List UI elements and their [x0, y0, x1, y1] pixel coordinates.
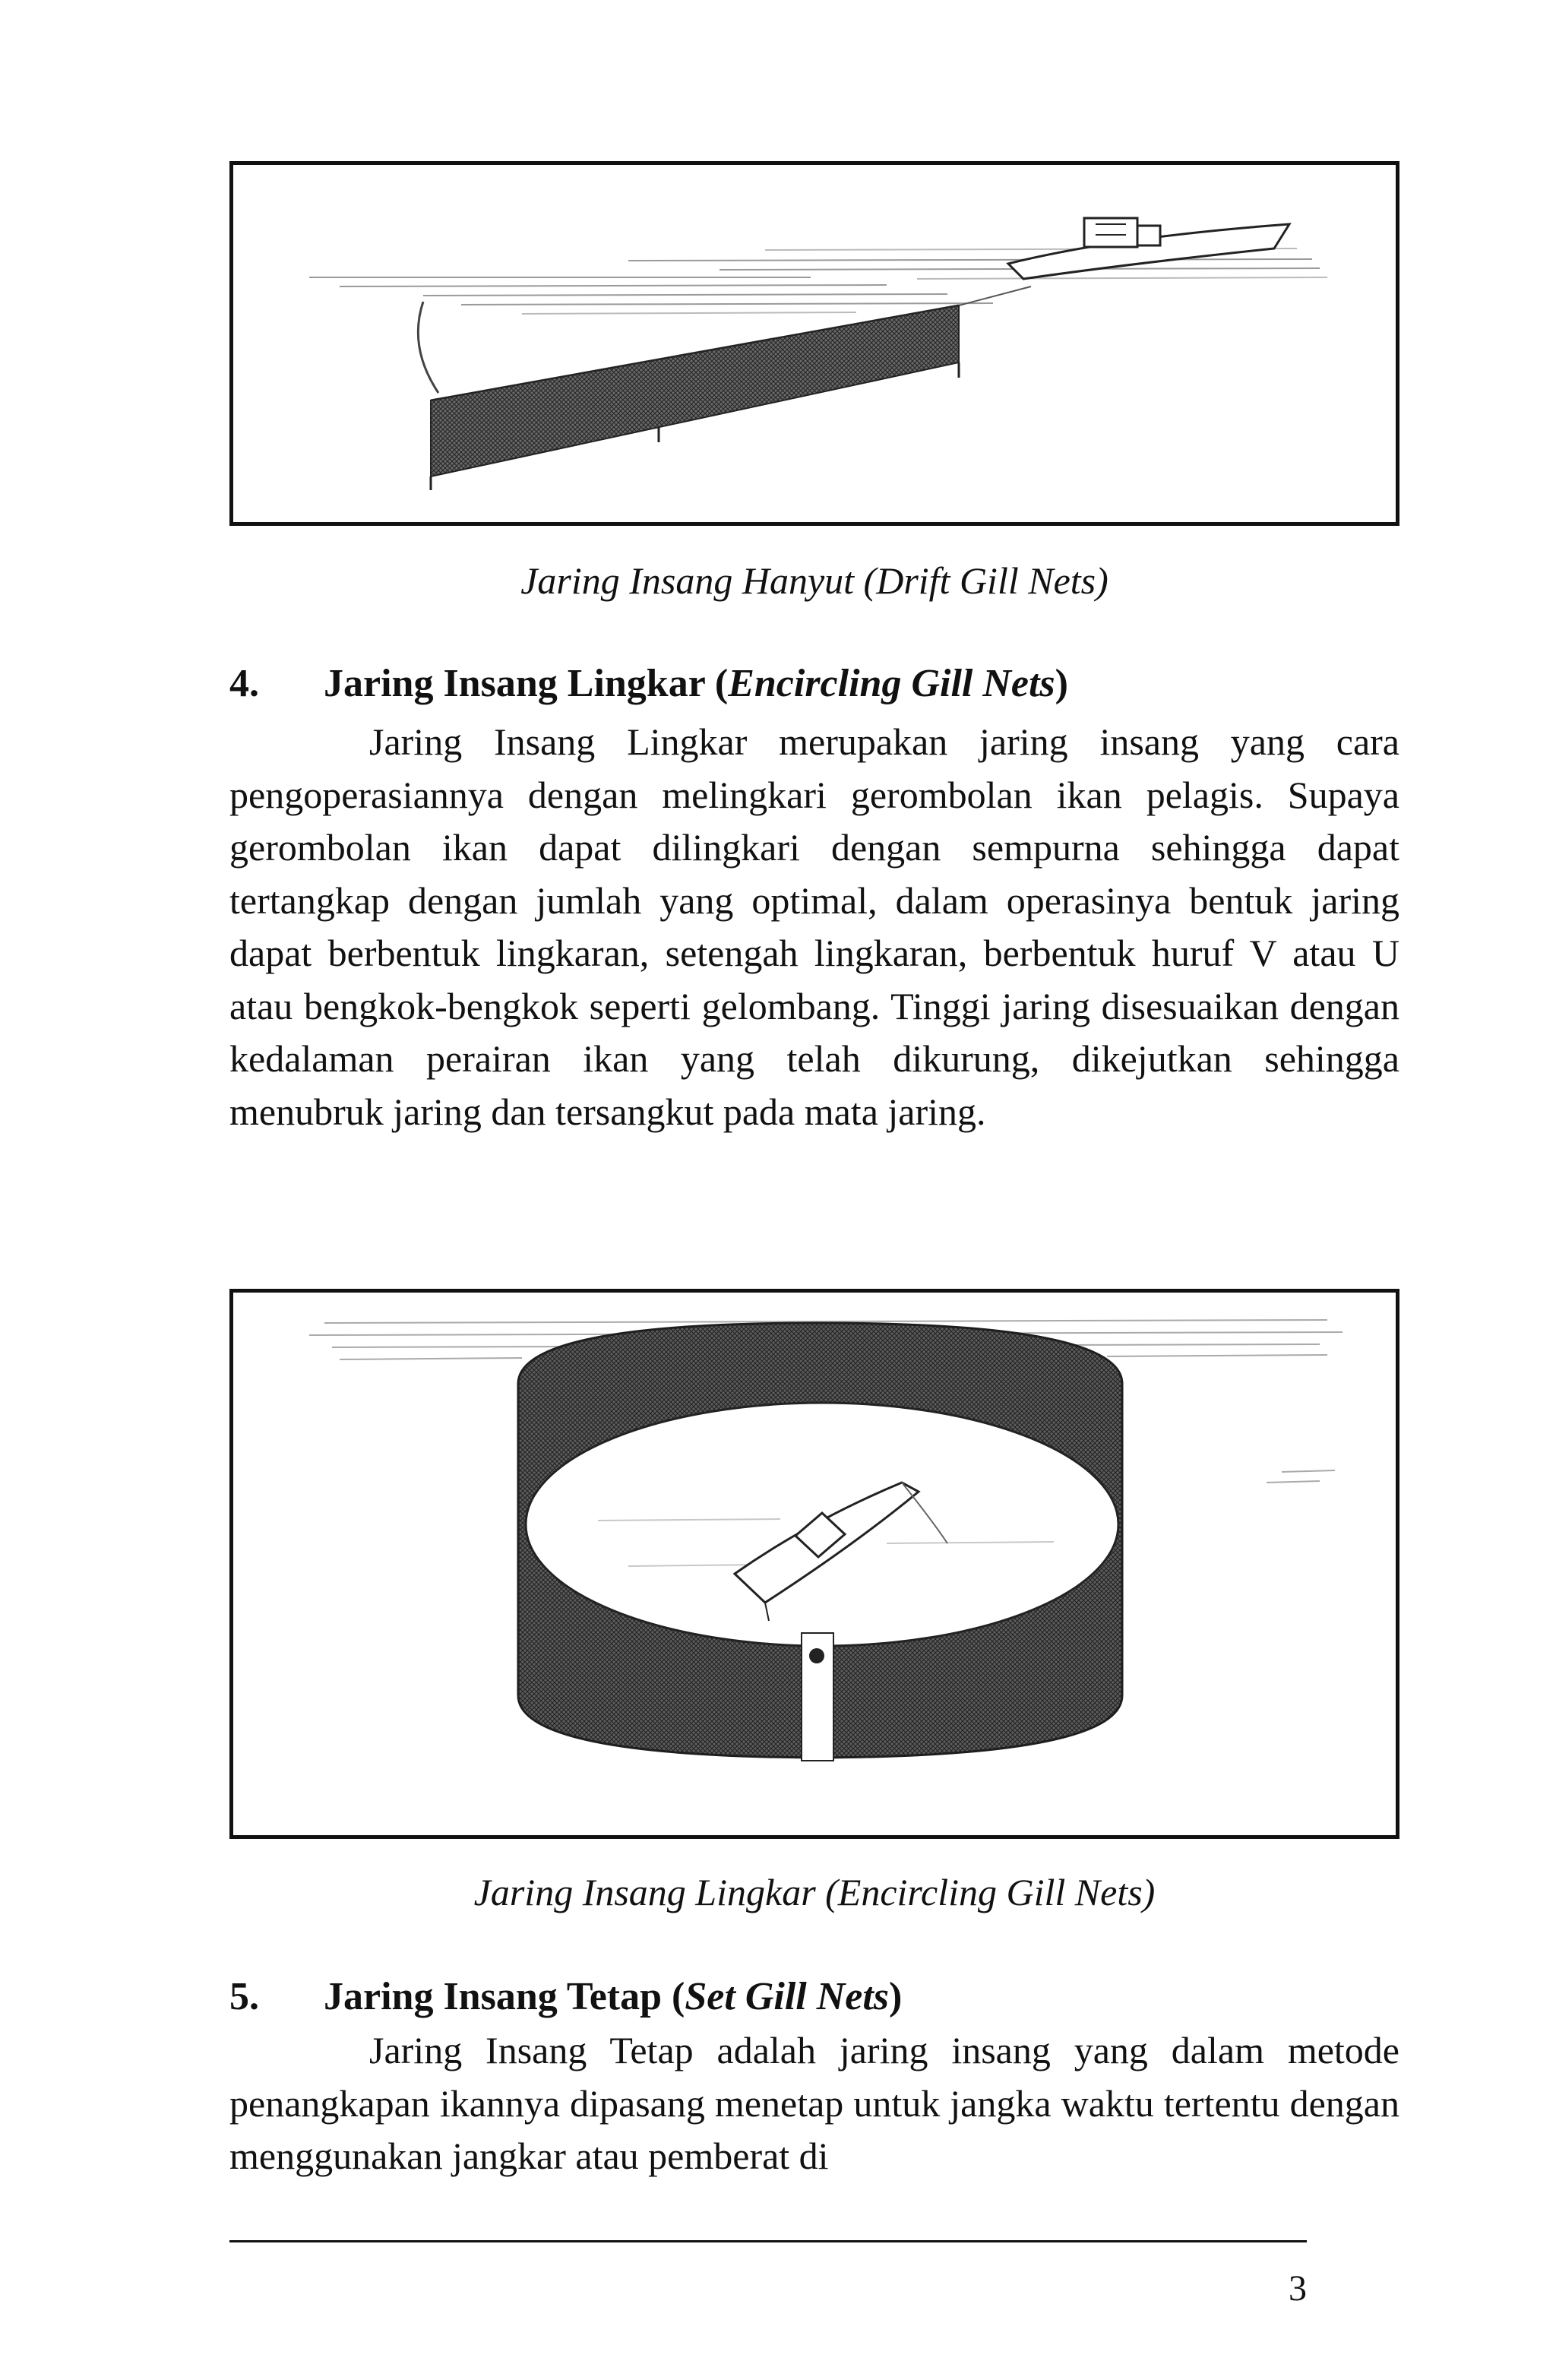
- drift-gill-net-illustration: [233, 165, 1396, 522]
- section-paragraph-encircling-gill-nets: Jaring Insang Lingkar merupakan jaring insang yang cara pengoperasiannya dengan melingkari gerombolan ikan pelagis. Supaya gerombolan ikan dapat dilingkari dengan sempurna sehingga dapat tertangkap dengan jumlah yang optimal, dalam operasinya bentuk jaring dapat berbentuk lingkaran, setengah lingkaran, berbentuk huruf V atau U atau bengkok-bengkok seperti gelombang. Tinggi jaring disesuaikan dengan kedalaman perairan ikan yang telah dikurung, dikejutkan sehingga menubruk jaring dan tersangkut pada mata jaring.: [229, 720, 1399, 1133]
- section-title-prefix: Jaring Insang Lingkar (: [324, 662, 729, 705]
- section-title-suffix: ): [1055, 662, 1068, 705]
- page-number: 3: [1289, 2268, 1307, 2309]
- figure-caption-encircling-gill-nets: Jaring Insang Lingkar (Encircling Gill Nets): [473, 1871, 1156, 1913]
- section-paragraph-set-gill-nets: Jaring Insang Tetap adalah jaring insang yang dalam metode penangkapan ikannya dipasang menetap untuk jangka waktu tertentu dengan menggunakan jangkar atau pemberat di: [229, 2029, 1399, 2177]
- section-title-italic: Encircling Gill Nets: [728, 662, 1055, 705]
- section-title-suffix: ): [889, 1975, 903, 2018]
- footer-rule: [229, 2240, 1307, 2242]
- figure-caption-drift-gill-nets: Jaring Insang Hanyut (Drift Gill Nets): [520, 559, 1108, 602]
- figure-drift-gill-net: [229, 161, 1399, 526]
- encircling-gill-net-illustration: [233, 1293, 1396, 1835]
- figure-encircling-gill-net: [229, 1289, 1399, 1839]
- section-heading-set-gill-nets: [229, 1973, 1399, 2021]
- section-number: 4.: [229, 662, 259, 705]
- section-title-italic: Set Gill Nets: [685, 1975, 890, 2018]
- section-title-prefix: Jaring Insang Tetap (: [324, 1975, 685, 2018]
- section-number: 5.: [229, 1975, 259, 2018]
- section-heading-encircling-gill-nets: [229, 660, 1399, 708]
